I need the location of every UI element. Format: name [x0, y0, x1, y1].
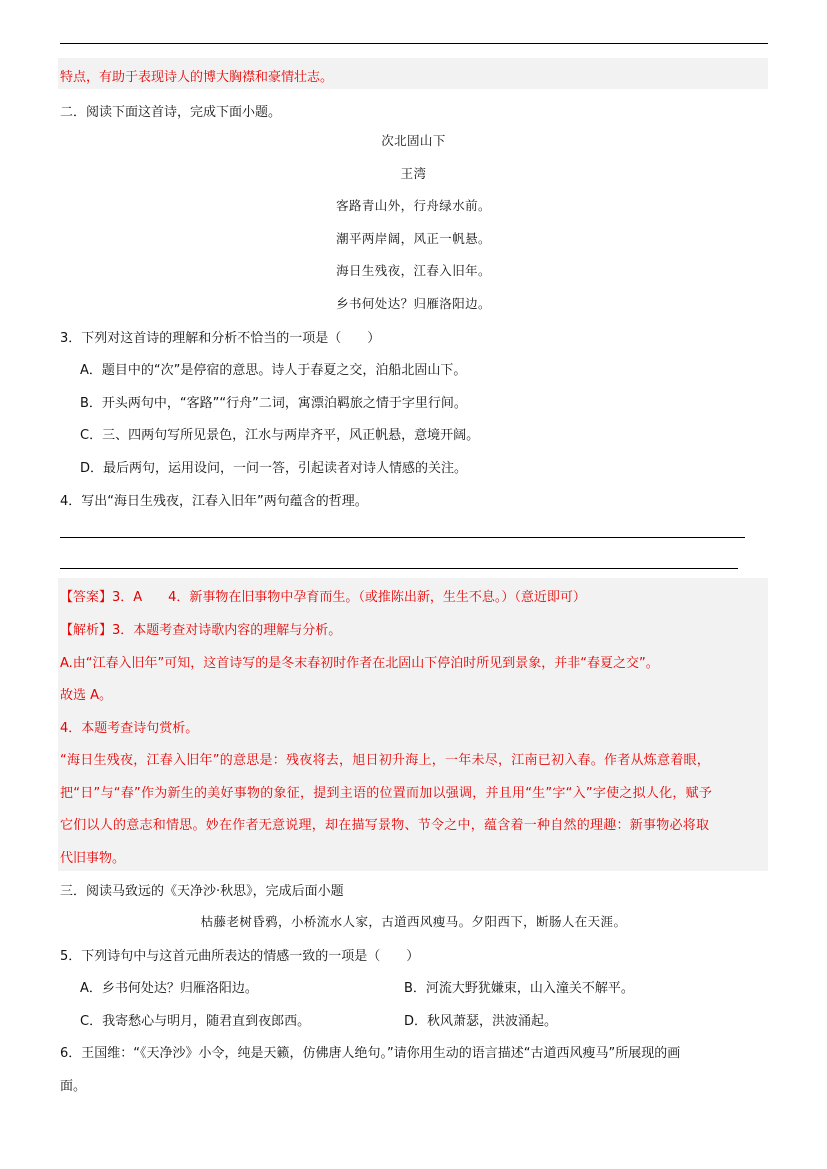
analysis-para-line: 它们以人的意志和情思。妙在作者无意说理，却在描写景物、节令之中，蕴含着一种自然的理趣：新事物必将取 [60, 818, 710, 833]
poem-title: 次北固山下 [381, 133, 446, 148]
q5-option-a: A．乡书何处达？归雁洛阳边。 [80, 981, 258, 996]
q3-option-a: A．题目中的“次”是停宿的意思。诗人于春夏之交，泊船北固山下。 [80, 363, 467, 378]
answer-line [60, 568, 738, 569]
q6-line-2: 面。 [60, 1079, 87, 1094]
section3-poem: 枯藤老树昏鸦，小桥流水人家，古道西风瘦马。夕阳西下，断肠人在天涯。 [200, 914, 627, 929]
q3-option-d: D．最后两句，运用设问，一问一答，引起读者对诗人情感的关注。 [80, 461, 468, 476]
poem-line: 客路青山外，行舟绿水前。 [336, 198, 491, 213]
analysis-line-5: 4．本题考查诗句赏析。 [60, 721, 199, 736]
q3-option-b: B．开头两句中，“客路”“行舟”二词，寓漂泊羁旅之情于字里行间。 [80, 396, 467, 411]
poem-line: 乡书何处达？归雁洛阳边。 [336, 296, 491, 311]
answer-line [60, 537, 745, 538]
prev-analysis-text: 特点，有助于表现诗人的博大胸襟和豪情壮志。 [60, 70, 334, 85]
analysis-para-line: “海日生残夜，江春入旧年”的意思是：残夜将去，旭日初升海上，一年未尽，江南已初入春。作者从炼意着眼， [60, 753, 710, 768]
q5-option-c: C．我寄愁心与明月，随君直到夜郎西。 [80, 1014, 311, 1029]
top-rule [60, 43, 768, 44]
poem-line: 海日生残夜，江春入旧年。 [336, 263, 491, 278]
q5-option-d: D．秋风萧瑟，洪波涌起。 [404, 1014, 558, 1029]
analysis-line-3: A.由“江春入旧年”可知，这首诗写的是冬末春初时作者在北固山下停泊时所见到景象，并非“春夏之交”。 [60, 656, 659, 671]
analysis-line-2: 【解析】3．本题考查对诗歌内容的理解与分析。 [60, 623, 342, 638]
analysis-line-4: 故选 A。 [60, 688, 113, 703]
q3-option-c: C．三、四两句写所见景色，江水与两岸齐平，风正帆悬，意境开阔。 [80, 428, 480, 443]
poem-author: 王湾 [400, 166, 427, 181]
poem-line: 潮平两岸阔，风正一帆悬。 [336, 231, 491, 246]
section3-heading: 三．阅读马致远的《天净沙·秋思》，完成后面小题 [60, 884, 344, 899]
q5-stem: 5．下列诗句中与这首元曲所表达的情感一致的一项是（ ） [60, 949, 420, 964]
q3-stem: 3．下列对这首诗的理解和分析不恰当的一项是（ ） [60, 331, 381, 346]
analysis-para-line: 把“日”与“春”作为新生的美好事物的象征，提到主语的位置而加以强调，并且用“生”字“入”字使之拟人化，赋予 [60, 786, 713, 801]
answer-line-1: 【答案】3．A 4．新事物在旧事物中孕育而生。（或推陈出新，生生不息。）（意近即可） [60, 590, 586, 605]
q5-option-b: B．河流大野犹嫌束，山入潼关不解平。 [404, 981, 634, 996]
section2-heading: 二．阅读下面这首诗，完成下面小题。 [60, 105, 282, 120]
analysis-para-line: 代旧事物。 [60, 851, 126, 866]
q6-line-1: 6．王国维：“《天净沙》小令，纯是天籁，仿佛唐人绝句。”请你用生动的语言描述“古道西风瘦马”所展现的画 [60, 1046, 681, 1061]
q4-stem: 4．写出“海日生残夜，江春入旧年”两句蕴含的哲理。 [60, 494, 368, 509]
